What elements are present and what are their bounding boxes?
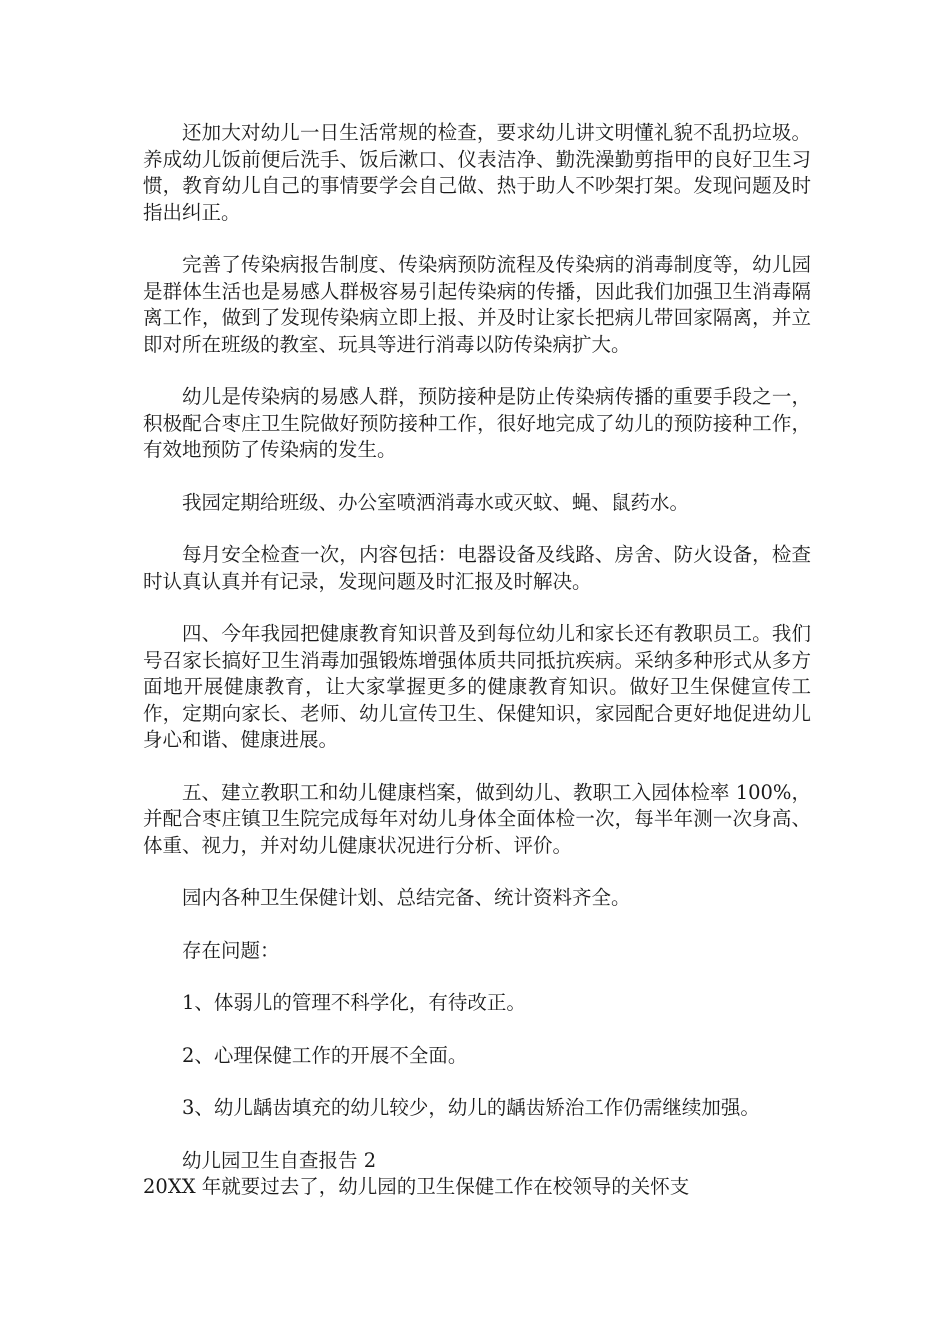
section-title: 幼儿园卫生自查报告 2 xyxy=(182,1148,377,1172)
paragraph-plans-complete: 园内各种卫生保健计划、总结完备、统计资料齐全。 xyxy=(182,886,631,909)
document-page xyxy=(143,120,811,1201)
paragraph-health-education: 四、今年我园把健康教育知识普及到每位幼儿和家长还有教职员工。我们号召家长搞好卫生消毒加强锻炼增强体质共同抵抗疾病。采纳多种形式从多方面地开展健康教育，让大家掌握更多的健康教育知识。做好卫生保健宣传工作，定期向家长、老师、幼儿宣传卫生、保健知识，家园配合更好地促进幼儿身心和谐、健康进展。 xyxy=(143,622,811,751)
paragraph-disinfection: 我园定期给班级、办公室喷洒消毒水或灭蚊、蝇、鼠药水。 xyxy=(182,490,690,514)
paragraph-problems-heading: 存在问题： xyxy=(182,938,280,962)
paragraph-daily-routine: 还加大对幼儿一日生活常规的检查，要求幼儿讲文明懂礼貌不乱扔垃圾。养成幼儿饭前便后洗手、饭后漱口、仪表洁净、勤洗澡勤剪指甲的良好卫生习惯，教育幼儿自己的事情要学会自己做、热于助人不吵架打架。发现问题及时指出纠正。 xyxy=(143,121,811,224)
paragraph-problem-2: 2、心理保健工作的开展不全面。 xyxy=(182,1043,468,1067)
paragraph-problem-1: 1、体弱儿的管理不科学化，有待改正。 xyxy=(182,991,526,1014)
section-first-line: 20XX 年就要过去了，幼儿园的卫生保健工作在校领导的关怀支 xyxy=(143,1175,690,1198)
paragraph-vaccination: 幼儿是传染病的易感人群，预防接种是防止传染病传播的重要手段之一，积极配合枣庄卫生院做好预防接种工作，很好地完成了幼儿的预防接种工作，有效地预防了传染病的发生。 xyxy=(143,385,811,461)
paragraph-health-records: 五、建立教职工和幼儿健康档案，做到幼儿、教职工入园体检率 100%，并配合枣庄镇卫生院完成每年对幼儿身体全面体检一次，每半年测一次身高、体重、视力，并对幼儿健康状况进行分析、评价。 xyxy=(143,780,811,857)
paragraph-safety-check: 每月安全检查一次，内容包括：电器设备及线路、房舍、防火设备，检查时认真认真并有记录，发现问题及时汇报及时解决。 xyxy=(143,543,811,593)
paragraph-infection-control: 完善了传染病报告制度、传染病预防流程及传染病的消毒制度等，幼儿园是群体生活也是易感人群极容易引起传染病的传播，因此我们加强卫生消毒隔离工作，做到了发现传染病立即上报、并及时让家长把病儿带回家隔离，并立即对所在班级的教室、玩具等进行消毒以防传染病扩大。 xyxy=(143,253,811,356)
paragraph-problem-3: 3、幼儿龋齿填充的幼儿较少，幼儿的龋齿矫治工作仍需继续加强。 xyxy=(182,1096,760,1119)
